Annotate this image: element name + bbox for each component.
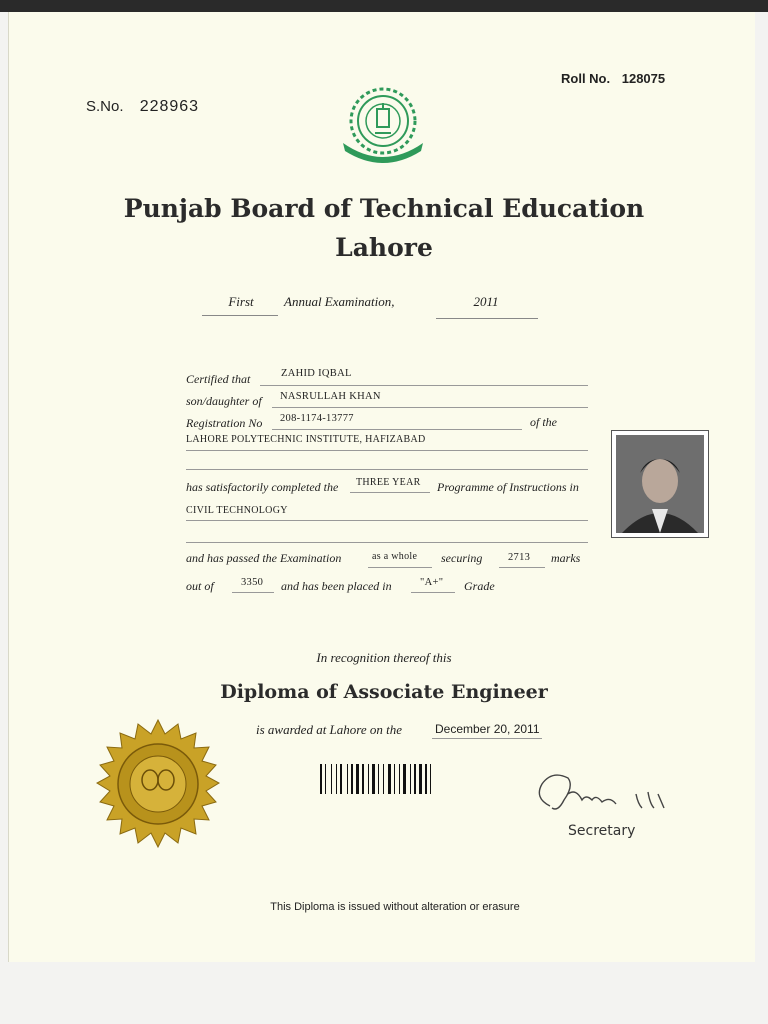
footer-note: This Diploma is issued without alteration or erasure: [270, 901, 520, 913]
marks-total: 3350: [241, 577, 264, 588]
completed-label: has satisfactorily completed the: [186, 480, 339, 494]
awarded-label: is awarded at Lahore on the: [256, 722, 403, 737]
marks-line: [499, 567, 545, 568]
exam-term: First: [228, 294, 254, 309]
registration-line: [272, 429, 522, 430]
marks-obtained: 2713: [508, 552, 531, 563]
pass-mode: as a whole: [372, 551, 418, 562]
pass-mode-line: [368, 567, 432, 568]
gold-seal-icon: [88, 718, 228, 859]
recognition-text: In recognition thereof this: [316, 650, 452, 665]
marks-label: marks: [551, 551, 581, 565]
grade-line: [411, 592, 455, 593]
parent-name: NASRULLAH KHAN: [280, 391, 381, 402]
out-of-label: out of: [186, 579, 214, 593]
barcode-icon: [320, 764, 466, 799]
serial-number: [86, 98, 199, 116]
signature-icon: [530, 764, 680, 829]
grade-value: "A+": [420, 577, 444, 588]
blank-line-2: [186, 542, 588, 543]
passed-label: and has passed the Examination: [186, 551, 342, 565]
serial-value: 228963: [139, 98, 200, 115]
award-date-line: [432, 738, 542, 739]
signatory-title: Secretary: [568, 823, 636, 839]
award-date: December 20, 2011: [435, 722, 540, 736]
board-title: Punjab Board of Technical Education: [123, 194, 645, 223]
parent-label: son/daughter of: [186, 394, 262, 408]
roll-number: [561, 71, 665, 86]
roll-label: Roll No.: [561, 71, 611, 86]
exam-label: Annual Examination,: [284, 294, 395, 309]
exam-year: 2011: [473, 294, 499, 309]
diploma-title: Diploma of Associate Engineer: [220, 681, 548, 703]
student-name: ZAHID IQBAL: [281, 368, 352, 379]
parent-line: [272, 407, 588, 408]
exam-year-line: [436, 318, 538, 319]
exam-term-line: [202, 315, 278, 316]
registration-label: Registration No: [186, 416, 263, 430]
institute-line: [186, 450, 588, 451]
grade-label: Grade: [464, 579, 495, 593]
registration-value: 208-1174-13777: [280, 413, 354, 424]
duration-line: [350, 492, 430, 493]
board-city: Lahore: [335, 233, 433, 262]
name-line: [260, 385, 588, 386]
roll-value: 128075: [621, 71, 666, 86]
serial-label: S.No.: [86, 98, 124, 115]
student-photo: [611, 430, 709, 538]
scan-top-border: [0, 0, 768, 12]
total-line: [232, 592, 274, 593]
institute-name: LAHORE POLYTECHNIC INSTITUTE, HAFIZABAD: [186, 434, 426, 445]
programme-label: Programme of Instructions in: [437, 480, 579, 494]
of-the-label: of the: [530, 415, 557, 429]
securing-label: securing: [441, 551, 483, 565]
placed-label: and has been placed in: [281, 579, 392, 593]
discipline-line: [186, 520, 588, 521]
discipline: CIVIL TECHNOLOGY: [186, 505, 288, 516]
certified-label: Certified that: [186, 372, 251, 386]
board-logo-icon: [337, 83, 429, 174]
blank-line: [186, 469, 588, 470]
programme-duration: THREE YEAR: [356, 477, 421, 488]
